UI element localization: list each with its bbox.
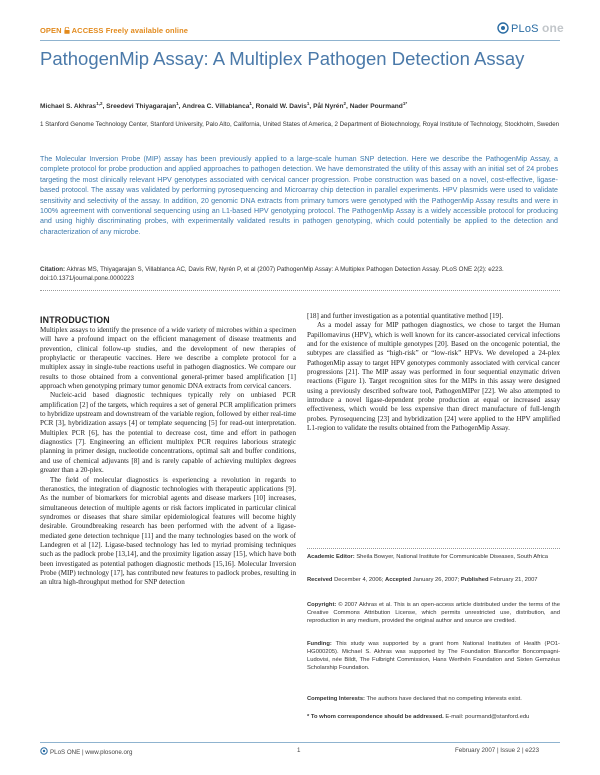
competing-interests: Competing Interests: The authors have declared that no competing interests exist. [307,696,522,702]
journal-name: PLoS [511,23,539,35]
funding-statement: Funding: This study was supported by a grant from National Institutes of Health (PO1-HG000205). Michael S. Akhras was supported by The Foundation Blanceflor Boncompagni-Ludovisi, née Bildt, The Fulbright Commission, Hans Werthén Foundation and Sixten Gemzéus Scholarship Foundation. [307,641,560,672]
footer-issue: February 2007 | Issue 2 | e223 [455,747,540,754]
plos-logo-icon [497,22,509,34]
footer-journal: PLoS ONE | www.plosone.org [40,747,132,756]
paragraph: As a model assay for MIP pathogen diagnostics, we chose to target the Human Papillomavirus (HPV), which is well known for its cancer-associated cervical infections and for the existence of multiple genotypes [20]. Based on the oncogenic potential, the subtypes are classified as “high-risk” or “low-risk” HPVs. We developed a 24-plex PathogenMip assay to target HPV genotypes commonly associated with cervical cancer progressions [21]. The MIP assay was performed in four sequential enzymatic driven reactions (Figure 1). Target recognition sites for the MIPs in this assay were designed using a previously described software tool, PathogenMIPer [22]. We also attempted to introduce a novel ligase-dependent probe production at equal or increased assay effectiveness, which would be less expensive than direct manufacture of full-length probes. Pyrosequencing [23] and hybridization [24] were applied to the HPV amplified L1-region to validate the results obtained from the PathogenMip Assay. [307,321,560,433]
author: Sreedevi Thiyagarajan$^1$ [106,101,179,111]
plos-footer-icon [40,747,48,755]
affiliations: 1 Stanford Genome Technology Center, Stanford University, Palo Alto, California, United States of America, 2 Department of Biotechnology, Royal Institute of Technology, Stockholm, Sweden [40,121,560,128]
journal-logo [497,21,564,35]
open-label: OPEN [40,26,62,35]
publication-dates: Received December 4, 2006; Accepted January 26, 2007; Published February 21, 2007 [307,577,538,583]
metadata-divider [307,548,560,549]
author: Ronald W. Davis$^1$ [255,101,310,111]
copyright-notice: Copyright: © 2007 Akhras et al. This is an open-access article distributed under the terms of the Creative Commons Attribution License, which permits unrestricted use, distribution, and reproduction in any medium, provided the original author and source are credited. [307,602,560,625]
page-number: 1 [297,747,301,754]
author: Michael S. Akhras$^{1,2}$ [40,101,103,111]
abstract: The Molecular Inversion Probe (MIP) assay has been previously applied to a large-scale human SNP detection. Here we describe the PathogenMip Assay, a complete protocol for probe production and applied approaches to pathogen detection. We have demonstrated the utility of this assay with an initial set of 24 probes targeting the most clinically relevant HPV genotypes associated with cervical cancer progression. Probe construction was based on a novel, cost-effective, ligase-based protocol. The assay was validated by performing pyrosequencing and Microarray chip detection in parallel experiments. HPV plasmids were used to validate sensitivity and selectivity of the assay. In addition, 20 genomic DNA extracts from primary tumors were genotyped with the PathogenMip Assay results and were in 100% agreement with conventional sequencing using an L1-based HPV genotyping protocol. The PathogenMip Assay is a widely accessible protocol for producing and using highly discriminating probes, with experimentally validated results in pathogen genotyping, which could potentially be applied to the detection and characterization of any microbe. [40,155,558,236]
paragraph: Multiplex assays to identify the presence of a wide variety of microbes within a specimen will have a profound impact on the efficient management of disease treatments and prevention, clinical follow-up studies, and the development of new therapies of prophylactic or therapeutic vaccines. Here we describe a complete protocol for a multiplex assay in single-tube reactions useful in pathogen diagnostics. We compare our results to those obtained from a conventional general-primer based amplification [1] approach when genotyping primary tumor genomic DNA extracts from cervical cancers. [40,326,296,391]
author: Andrea C. Villablanca$^1$ [182,101,252,111]
paragraph: Nucleic-acid based diagnostic techniques typically rely on unbiased PCR amplification [2] of the targets, which requires a set of general PCR amplification primers to hybridize upstream and downstream of the variable region, followed by either real-time PCR [3], hybridization assays [4] or template sequencing [5] for read-out interpretation. Multiplex PCR [6], has the potential to decrease cost, time and effort in pathogen diagnostics [7]. Engineering an efficient multiplex PCR requires laborious strategic planning in primer design, nucleotide concentrations, optimal salt and buffer conditions, and use of chemical adjuvants [8] and is rarely capable of achieving multiplex degrees greater than a 20-plex. [40,391,296,475]
author: Nader Pourmand$^{1*}$ [349,101,408,111]
access-label: ACCESS [71,26,104,35]
body-column-right [307,312,560,433]
paragraph: [18] and further investigation as a potential quantitative method [19]. [307,312,504,320]
open-access-lock-icon [64,27,70,34]
header-divider [40,40,560,41]
footer-divider [40,742,560,743]
citation-text: Akhras MS, Thiyagarajan S, Villablanca AC, Davis RW, Nyrén P, et al (2007) PathogenMip Assay: A Multiplex Pathogen Detection Assay. PLoS ONE 2(2): e223. doi:10.1371/journal.pone.0000223 [40,266,504,282]
journal-one: one [541,21,564,35]
body-column-left [40,326,296,588]
author-list: Michael S. Akhras$^{1,2}$, Sreedevi Thiyagarajan$^1$, Andrea C. Villablanca$^1$, Ronald W. Davis$^1$, Pål Nyrén$^2$, Nader Pourmand$^{1*}$ [40,101,408,111]
freely-available-label: Freely available online [105,26,189,35]
academic-editor: Academic Editor: Sheila Bowyer, National Institute for Communicable Diseases, South Africa [307,554,549,560]
citation [40,266,560,284]
article-title: PathogenMip Assay: A Multiplex Pathogen Detection Assay [40,48,525,69]
correspondence: * To whom correspondence should be addressed. E-mail: pourmand@stanford.edu [307,714,530,720]
abstract-divider [40,290,560,291]
paragraph: The field of molecular diagnostics is experiencing a revolution in regards to theranostics, the integration of diagnostic technologies with therapeutic applications [9]. As the number of biomarkers for microbial agents and disease markers [10] increases, simultaneous detection of multiple agents or risk factors implicated in particular clinical syndromes or diseases that share similar epidemiological features will become highly desirable. Groundbreaking research has been performed with the advent of a ligase-mediated gene detection technique [11] and the many technologies based on the work of Landegren et al [12]. Ligase-based technology has led to myriad promising techniques such as the padlock probe [13,14], and the proximity ligation assay [15], which have both been investigated as potential pathogen diagnostic methods [15,16]. Molecular Inversion Probe (MIP) technology [17], has contributed new features to padlock probes, resulting in an ultra high-throughput method for SNP detection [40,475,296,587]
citation-label: Citation: [40,266,66,273]
introduction-heading: INTRODUCTION [40,315,110,325]
author: Pål Nyrén$^2$ [313,101,347,111]
open-access-banner [40,26,188,35]
